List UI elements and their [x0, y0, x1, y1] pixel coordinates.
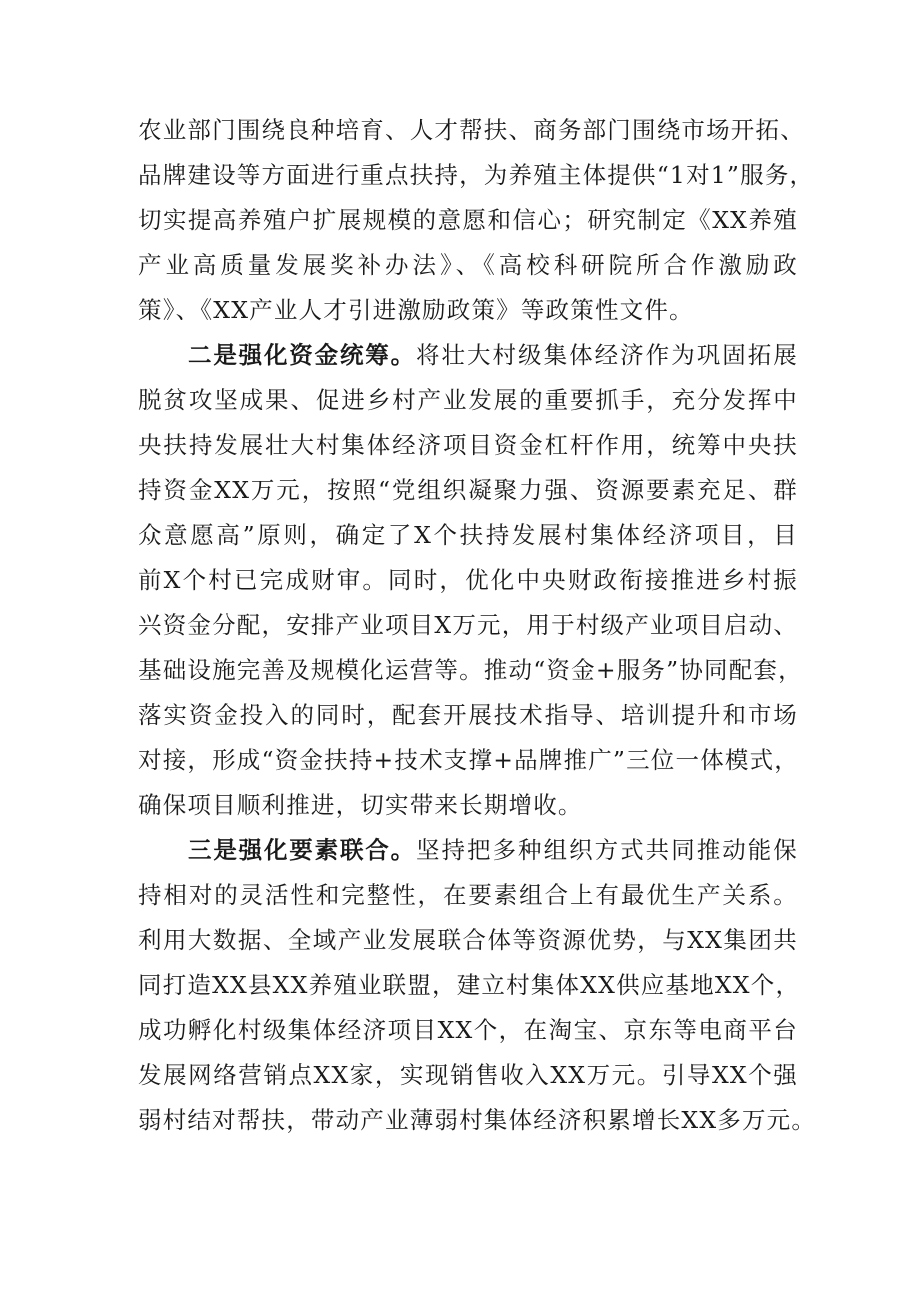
paragraph-3 [138, 828, 817, 1143]
paragraph-line: 众意愿高”原则，确定了X个扶持发展村集体经济项目，目 [138, 521, 798, 549]
paragraph-line: 同打造XX县XX养殖业联盟，建立村集体XX供应基地XX个， [138, 971, 801, 999]
paragraph-line-text: 将壮大村级集体经济作为巩固拓展 [415, 341, 799, 369]
paragraph-line: 弱村结对帮扶，带动产业薄弱村集体经济积累增长XX多万元。 [138, 1106, 817, 1134]
paragraph-line: 切实提高养殖户扩展规模的意愿和信心；研究制定《XX养殖 [138, 206, 798, 234]
paragraph-line: 农业部门围绕良种培育、人才帮扶、商务部门围绕市场开拓、 [138, 116, 805, 144]
paragraph-first-line [138, 333, 798, 378]
paragraph-line-text: 坚持把多种组织方式共同推动能保 [415, 836, 799, 864]
paragraph-line: 前X个村已完成财审。同时，优化中央财政衔接推进乡村振 [138, 566, 798, 594]
paragraph-line: 成功孵化村级集体经济项目XX个，在淘宝、京东等电商平台 [138, 1016, 798, 1044]
paragraph-line: 基础设施完善及规模化运营等。推动“资金+服务”协同配套， [138, 656, 803, 684]
paragraph-line: 落实资金投入的同时，配套开展技术指导、培训提升和市场 [138, 701, 798, 729]
paragraph-2 [138, 333, 803, 828]
paragraph-1 [138, 108, 815, 333]
paragraph-line: 利用大数据、全域产业发展联合体等资源优势，与XX集团共 [138, 926, 798, 954]
paragraph-first-line [138, 828, 798, 873]
paragraph-line: 对接，形成“资金扶持+技术支撑+品牌推广”三位一体模式， [138, 746, 800, 774]
document-body [138, 108, 817, 1143]
paragraph-line: 发展网络营销点XX家，实现销售收入XX万元。引导XX个强 [138, 1061, 798, 1089]
paragraph-line: 央扶持发展壮大村集体经济项目资金杠杆作用，统筹中央扶 [138, 431, 798, 459]
paragraph-line: 持相对的灵活性和完整性，在要素组合上有最优生产关系。 [138, 881, 798, 909]
paragraph-line: 确保项目顺利推进，切实带来长期增收。 [138, 791, 583, 819]
paragraph-line: 品牌建设等方面进行重点扶持，为养殖主体提供“1对1”服务， [138, 161, 815, 189]
paragraph-line: 持资金XX万元，按照“党组织凝聚力强、资源要素充足、群 [138, 476, 798, 504]
section-heading-funds: 二是强化资金统筹。 [188, 341, 416, 369]
paragraph-line: 策》、《XX产业人才引进激励政策》等政策性文件。 [138, 296, 694, 324]
paragraph-line: 脱贫攻坚成果、促进乡村产业发展的重要抓手，充分发挥中 [138, 386, 798, 414]
paragraph-line: 产业高质量发展奖补办法》、《高校科研院所合作激励政 [138, 251, 798, 279]
section-heading-factors: 三是强化要素联合。 [188, 836, 416, 864]
paragraph-line: 兴资金分配，安排产业项目X万元，用于村级产业项目启动、 [138, 611, 799, 639]
